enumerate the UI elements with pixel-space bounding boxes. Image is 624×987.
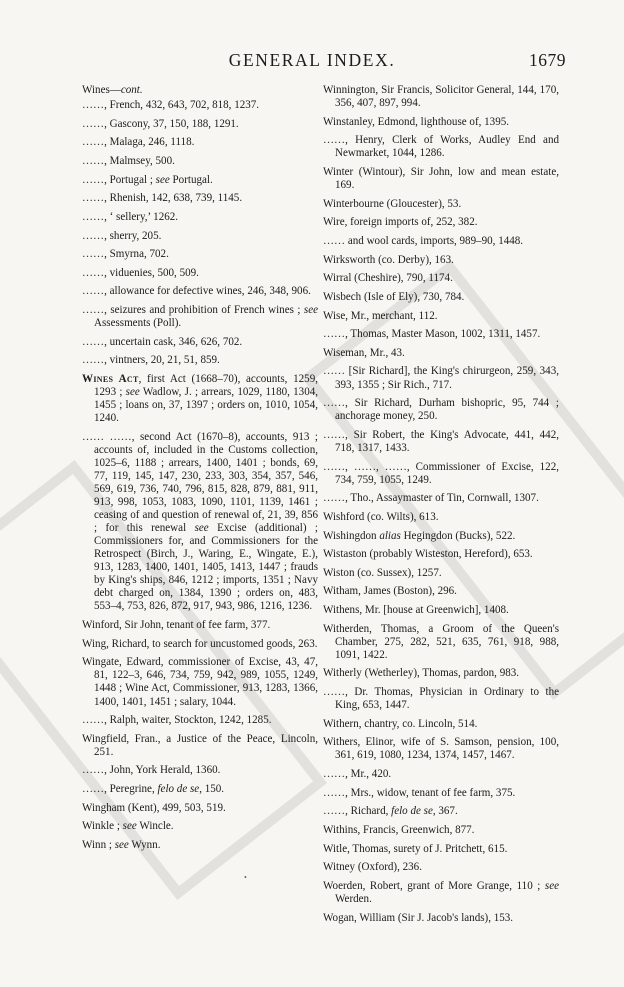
index-entry: ……, Smyrna, 702. [82,248,169,261]
index-entry: Wing, Richard, to search for uncustomed goods, 263. [82,637,318,650]
index-entry: ……, Tho., Assaymaster of Tin, Cornwall, 1307. [323,492,539,505]
index-column-right [323,84,559,930]
index-entry: Wire, foreign imports of, 252, 382. [323,216,478,229]
running-title: GENERAL INDEX. [228,50,396,70]
index-entry: ……, vintners, 20, 21, 51, 859. [82,354,220,367]
index-entry: Wogan, William (Sir J. Jacob's lands), 153. [323,911,514,924]
index-entry: Witham, James (Boston), 296. [323,585,457,598]
index-entry: Winstanley, Edmond, lighthouse of, 1395. [323,115,510,128]
index-entry: …… ……, second Act (1670–8), accounts, 913 ; accounts of, included in the Customs collection, 1025–6, 1188 ; arrears, 1400, 1401 ; bonds, 69, 77, 119, 145, 147, 230, 233, 303, 354, 357, 546, 569, 619, 736, 740, 796, 815, 828, 879, 881, 911, 913, 998, 1053, 1083, 1090, 1101, 1139, 1461 ; ceasing of and question of renewal of, 21, 39, 856 ; for this renewal see Excise (additional) ; Commissioners for, and Commissioners for the Retrospect (Birch, J., Waring, E., Wingate, E.), 913, 1283, 1400, 1401, 1405, 1413, 1447 ; frauds by King's ships, 846, 1212 ; imports, 1351 ; Navy debt charged on, 1384, 1390 ; orders on, 483, 553–4, 753, 826, 872, 917, 943, 986, 1216, 1236. [82,430,318,613]
index-entry: Wirksworth (co. Derby), 163. [323,253,454,266]
index-entry: Withens, Mr. [house at Greenwich], 1408. [323,604,509,617]
index-entry: ……, ……, ……, Commissioner of Excise, 122, 734, 759, 1055, 1249. [323,460,559,486]
index-entry: ……, Richard, felo de se, 367. [323,805,458,818]
index-entry: Withins, Francis, Greenwich, 877. [323,824,475,837]
index-entry: Wishingdon alias Hegingdon (Bucks), 522. [323,529,516,542]
index-entry: ……, Peregrine, felo de se, 150. [82,783,225,796]
index-entry: ……, Portugal ; see Portugal. [82,173,213,186]
printer-mark: • [244,873,247,882]
index-entry: ……, Mr., 420. [323,768,392,781]
index-entry: Woerden, Robert, grant of More Grange, 110 ; see Werden. [323,879,559,905]
index-entry: ……, ‘ sellery,’ 1262. [82,210,179,223]
index-entry: Winkle ; see Wincle. [82,820,174,833]
index-entry: ……, Malaga, 246, 1118. [82,136,195,149]
index-entry: Withern, chantry, co. Lincoln, 514. [323,717,478,730]
index-entry: ……, Malmsey, 500. [82,154,175,167]
index-entry: Winn ; see Wynn. [82,839,161,852]
index-entry: Wisbech (Isle of Ely), 730, 784. [323,290,465,303]
index-entry: Wiston (co. Sussex), 1257. [323,566,442,579]
index-entry: …… [Sir Richard], the King's chirurgeon, 259, 343, 393, 1355 ; Sir Rich., 717. [323,365,559,391]
index-entry: ……, Henry, Clerk of Works, Audley End and Newmarket, 1044, 1286. [323,134,559,160]
index-entry: ……, Sir Richard, Durham bishopric, 95, 744 ; anchorage money, 250. [323,397,559,423]
index-entry: …… and wool cards, imports, 989–90, 1448. [323,234,524,247]
index-column-left [82,84,318,858]
index-entry: Wines—cont. [82,84,143,96]
index-entry: Witherly (Wetherley), Thomas, pardon, 983. [323,667,520,680]
index-entry: Wingfield, Fran., a Justice of the Peace, Lincoln, 251. [82,732,318,758]
index-entry: Witherden, Thomas, a Groom of the Queen's Chamber, 275, 282, 521, 635, 761, 918, 988, 1091, 1422. [323,622,559,661]
index-entry: Wines Act, first Act (1668–70), accounts, 1259, 1293 ; see Wadlow, J. ; arrears, 1029, 1180, 1304, 1455 ; loans on, 37, 1397 ; orders on, 1010, 1054, 1240. [82,373,319,425]
index-entry: Wirral (Cheshire), 790, 1174. [323,272,453,285]
index-entry: Witney (Oxford), 236. [323,861,422,874]
index-entry: Winnington, Sir Francis, Solicitor General, 144, 170, 356, 407, 897, 994. [323,84,559,110]
index-entry: Wingham (Kent), 499, 503, 519. [82,801,226,814]
index-entry: ……, John, York Herald, 1360. [82,764,221,777]
page-number: 1679 [529,50,566,70]
index-entry: Wingate, Edward, commissioner of Excise, 43, 47, 81, 122–3, 646, 734, 759, 942, 989, 1055, 1249, 1448 ; Wine Act, Commissioner, 913, 1283, 1366, 1400, 1401, 1451 ; salary, 1044. [82,656,318,708]
index-entry: Wiseman, Mr., 43. [323,346,405,359]
index-entry: ……, uncertain cask, 346, 626, 702. [82,335,243,348]
index-entry: ……, Dr. Thomas, Physician in Ordinary to the King, 653, 1447. [323,686,559,712]
index-entry: Winford, Sir John, tenant of fee farm, 377. [82,619,271,632]
index-entry: Witle, Thomas, surety of J. Pritchett, 615. [323,842,508,855]
index-entry: ……, Ralph, waiter, Stockton, 1242, 1285. [82,714,272,727]
index-entry: ……, Gascony, 37, 150, 188, 1291. [82,117,239,130]
index-entry: ……, Mrs., widow, tenant of fee farm, 375. [323,786,516,799]
index-entry: Winterbourne (Gloucester), 53. [323,197,462,210]
index-entry: Wistaston (probably Wisteston, Hereford), 653. [323,548,533,561]
index-entry: Withers, Elinor, wife of S. Samson, pension, 100, 361, 619, 1080, 1234, 1374, 1457, 1467. [323,736,559,762]
index-entry: ……, viduenies, 500, 509. [82,266,199,279]
index-entry: Winter (Wintour), Sir John, low and mean estate, 169. [323,166,559,192]
index-entry: ……, sherry, 205. [82,229,162,242]
index-entry: ……, seizures and prohibition of French wines ; see Assessments (Poll). [82,304,318,330]
index-entry: ……, Rhenish, 142, 638, 739, 1145. [82,192,243,205]
index-entry: ……, allowance for defective wines, 246, 348, 906. [82,285,311,298]
index-entry: ……, Thomas, Master Mason, 1002, 1311, 1457. [323,328,541,341]
page-header [0,50,624,74]
index-entry: Wise, Mr., merchant, 112. [323,309,438,322]
index-entry: ……, French, 432, 643, 702, 818, 1237. [82,99,260,112]
index-entry: Wishford (co. Wilts), 613. [323,510,439,523]
index-entry: ……, Sir Robert, the King's Advocate, 441, 442, 718, 1317, 1433. [323,428,559,454]
